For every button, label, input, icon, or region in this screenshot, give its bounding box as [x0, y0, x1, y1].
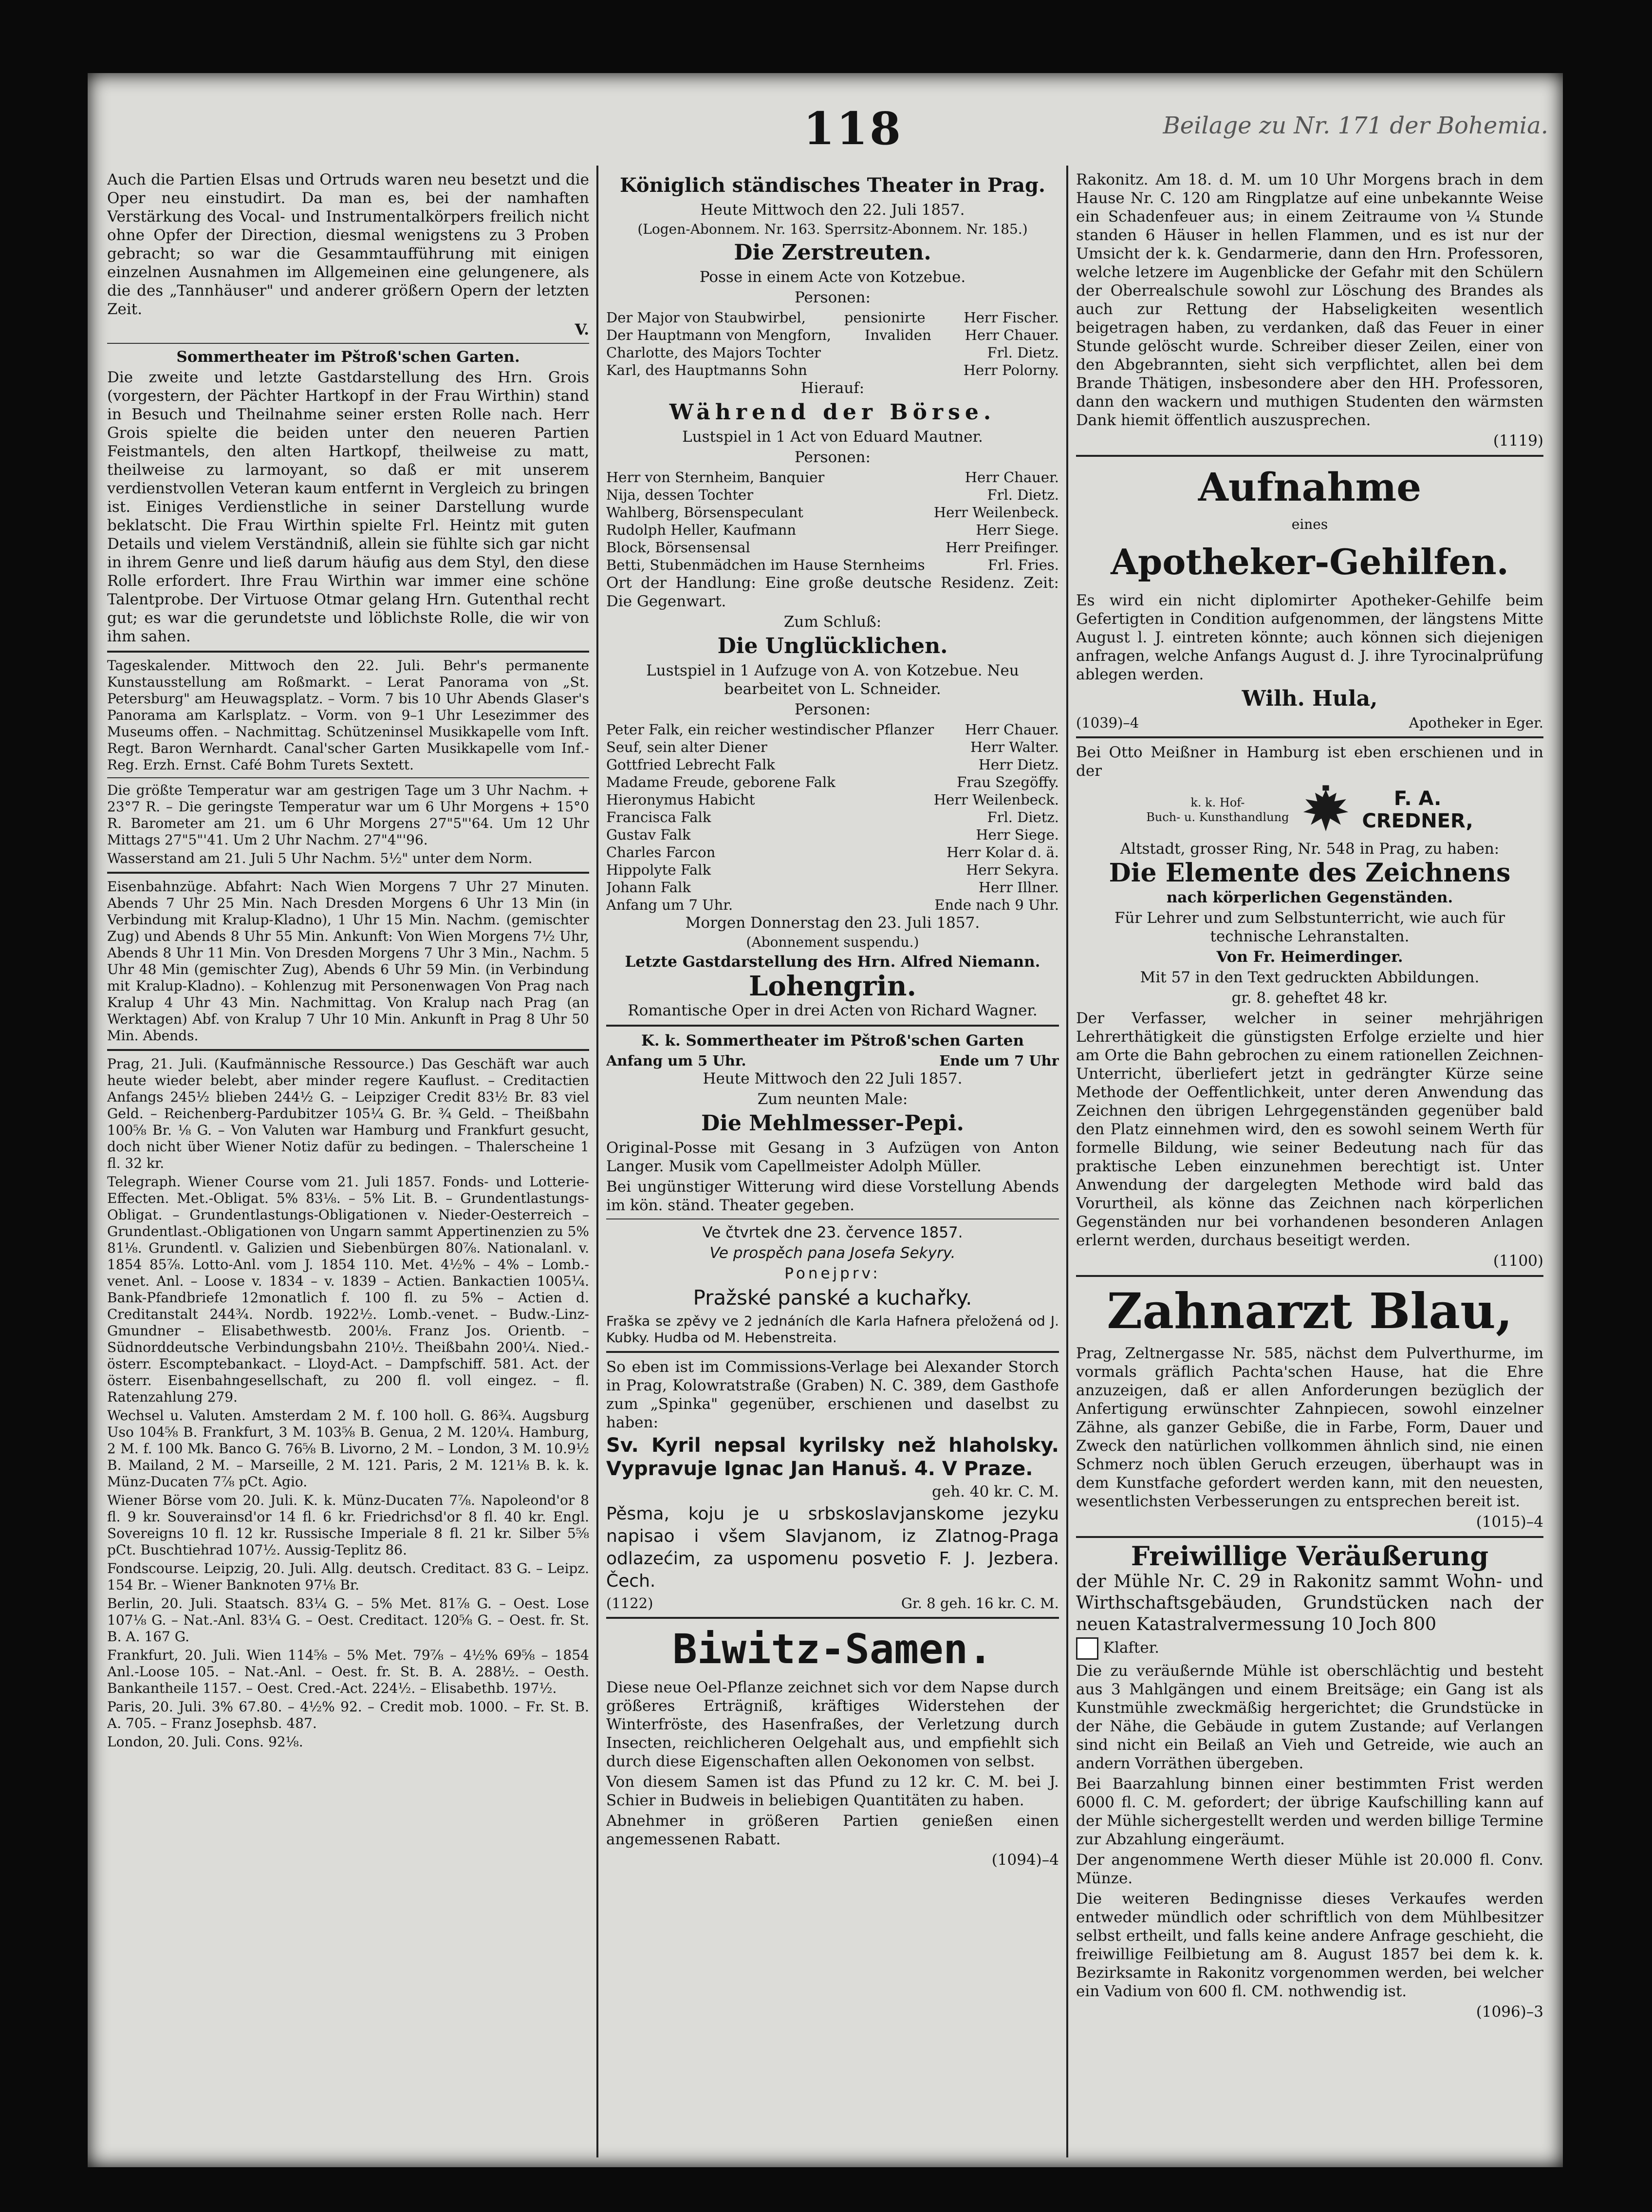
cast-heading: Personen:: [795, 449, 871, 466]
exchange-report: Wechsel u. Valuten. Amsterdam 2 M. f. 100 holl. G. 86¾. Augsburg Uso 104⅝ B. Frankfurt, 3 M. 103⅝ B. Genua, 2 M. 120¼. Hamburg, 2 M. f. 100 Mk. Banco G. 76⅝ B. Livorno, 2 M. – London, 3 M. 10.9½ B. Mailand, 2 M. – Marseille, 2 M. 121. Paris, 2 M. 121⅛ B. k. k. Münz-Ducaten 7⅞ pCt. Agio.: [107, 1407, 589, 1490]
divider: [606, 1025, 1059, 1027]
cast-row: [606, 469, 1059, 486]
play-title: Während der Börse.: [669, 400, 996, 425]
divider: [1076, 1275, 1543, 1277]
end-time: Ende um 7 Uhr: [939, 1052, 1059, 1069]
divider: [1076, 1536, 1543, 1538]
cast-row: [606, 504, 1059, 521]
start-time: Anfang um 7 Uhr.: [606, 897, 733, 913]
cast-role: Charlotte, des Majors Tochter: [606, 344, 821, 361]
exchange-report: Fondscourse. Leipzig, 20. Juli. Allg. deutsch. Creditact. 83 G. – Leipz. 154 Br. – Wiener Banknoten 97⅛ Br.: [107, 1560, 589, 1593]
cast-row: [606, 844, 1059, 861]
column-rule: [596, 166, 598, 2157]
fire-report: Rakonitz. Am 18. d. M. um 10 Uhr Morgens brach in dem Hause Nr. C. 120 am Ringplatze auf eine unbekannte Weise ein Schadenfeuer aus; in einem Zeitraume von ¼ Stunde standen 6 Häuser in hellen Flammen, und es ist nur der Umsicht der k. k. Gendarmerie, dann den Hrn. Professoren, welche letzere im Augenblicke der Gefahr mit den Schülern der Oberrealschule sowohl zur Löschung des Brandes als auch zur Rettung der Habseligkeiten wesentlich beigetragen haben, zu verdanken, daß das Feuer in einer Stunde gelöscht wurde. Schreiber dieser Zeilen, einer von den Abgebrannten, sieht sich verpflichtet, allen bei dem Brande Thätigen, insbesondere aber den HH. Professoren, dann den wackern und muthigen Studenten den wärmsten Dank hiemit öffentlich auszusprechen.: [1076, 171, 1543, 429]
exchange-report: Paris, 20. Juli. 3% 67.80. – 4½% 92. – Credit mob. 1000. – Fr. St. B. A. 705. – Franz Josephsb. 487.: [107, 1699, 589, 1731]
page-header: [88, 102, 1563, 175]
bookshop-header: [1076, 783, 1543, 837]
book-audience: Für Lehrer und zum Selbstunterricht, wie auch für technische Lehranstalten.: [1114, 909, 1505, 945]
sale-unit: Klafter.: [1103, 1639, 1159, 1657]
play-title: Die Zerstreuten.: [734, 240, 931, 265]
divider: [606, 1218, 1059, 1219]
cast-row: [606, 738, 1059, 756]
column-right: [1076, 170, 1543, 2157]
ad-id: (1100): [1493, 1252, 1543, 1270]
water-level: Wasserstand am 21. Juli 5 Uhr Nachm. 5½" unter dem Norm.: [107, 850, 533, 866]
book-author: Von Fr. Heimerdinger.: [1216, 948, 1403, 966]
exchange-report: Berlin, 20. Juli. Staatsch. 83¼ G. – 5% Met. 81⅞ G. – Oest. Lose 107⅛ G. – Nat.-Anl. 83¼ G. – Oest. Creditact. 120⅝ G. – Oest. fr. St. B. A. 167 G.: [107, 1595, 589, 1645]
bookshop-address: Altstadt, grosser Ring, Nr. 548 in Prag, zu haben:: [1120, 840, 1500, 858]
play-title: Die Unglücklichen.: [717, 634, 948, 658]
book-description: Der Verfasser, welcher in seiner mehrjährigen Lehrerthätigkeit die günstigsten Erfolge erzielte und hier am Orte die Bahn gebrochen zu einem rationellen Zeichnen-Unterricht, überliefert jetzt in gedrängter Kürze seine Methode der Oeffentlichkeit, unter deren Anwendung das Zeichnen den übrigen Lehrgegenständen gegenüber bald den Platz einnehmen wird, den es sowohl seinem Werth für formelle Bildung, wie seiner Bedeutung nach für das praktische Leben einzunehmen berechtigt ist. Unter Anwendung der dargelegten Methode wird bald das Vorurtheil, als könne das Zeichnen nach körperlichen Gegenständen nur bei vorhandenen besonderen Anlagen erlernt werden, durchaus beseitigt werden.: [1076, 1010, 1543, 1249]
seed-ad-discount: Abnehmer in größeren Partien genießen einen angemessenen Rabatt.: [606, 1812, 1059, 1848]
abonnement-note: (Logen-Abonnem. Nr. 163. Sperrsitz-Abonnem. Nr. 185.): [637, 221, 1028, 237]
bookshop-name: F. A. CREDNER,: [1362, 787, 1473, 832]
sale-unit-row: [1076, 1637, 1543, 1660]
seed-ad-text: Diese neue Oel-Pflanze zeichnet sich vor dem Napse durch größeres Erträgniß, kräftiges Widerstehen der Winterfröste, des Hasenfraßes, der Verletzung durch Insecten, reichlicheren Oelgehalt aus, und empfiehlt sich durch diese Eigenschaften allen Oekonomen von selbst.: [606, 1679, 1059, 1770]
divider: [1076, 736, 1543, 738]
publisher-note: Bei Otto Meißner in Hamburg ist eben erschienen und in der: [1076, 744, 1543, 780]
cast-role: Block, Börsensensal: [606, 539, 750, 556]
performance-date: Heute Mittwoch den 22 Juli 1857.: [703, 1070, 963, 1087]
cast-actor: Herr Fischer.: [964, 309, 1059, 326]
cast-role: Johann Falk: [606, 879, 691, 896]
exchange-report: London, 20. Juli. Cons. 92⅛.: [107, 1734, 303, 1750]
cast-actor: Herr Siege.: [976, 826, 1059, 843]
review-signature: V.: [575, 321, 589, 338]
cast-role: Seuf, sein alter Diener: [606, 739, 767, 755]
sale-lead: der Mühle Nr. C. 29 in Rakonitz sammt Wohn- und Wirthschaftsgebäuden, Grundstücken nach der neuen Katastralvermessung 10 Joch 800: [1076, 1572, 1543, 1634]
cast-role: Nija, dessen Tochter: [606, 487, 754, 503]
book-title: Sv. Kyril nepsal kyrilsky než hlaholsky. Vypravuje Ignac Jan Hanuš. 4. V Praze.: [606, 1434, 1059, 1480]
sale-text: Die zu veräußernde Mühle ist oberschlächtig und besteht aus 3 Mahlgängen und einem Breitsäge; ein Gang ist als Kunstmühle zweckmäßig hergerichtet; die Grundstücke in der Nähe, die Gebäude in gutem Zustande; auf Verlangen sind nicht ein Beilaß an Vieh und Getreide, wie auch an andern Vorräthen übergeben.: [1076, 1662, 1543, 1772]
ad-id: (1122): [606, 1595, 653, 1612]
page-number: 118: [803, 102, 903, 155]
book-price: gr. 8. geheftet 48 kr.: [1231, 989, 1388, 1007]
program-note: Hierauf:: [800, 379, 865, 397]
cast-actor: Herr Siege.: [976, 522, 1059, 538]
cast-role: Francisca Falk: [606, 809, 711, 825]
divider: [606, 1617, 1059, 1619]
setting-note: Ort der Handlung: Eine große deutsche Residenz. Zeit: Die Gegenwart.: [606, 574, 1059, 610]
play-subtitle: Original-Posse mit Gesang in 3 Aufzügen von Anton Langer. Musik vom Capellmeister Adolph Müller.: [606, 1139, 1059, 1175]
cast-role: Rudolph Heller, Kaufmann: [606, 522, 797, 538]
ad-connector: eines: [1291, 516, 1328, 532]
cast-role: Der Hauptmann von Mengforn,: [606, 327, 832, 343]
exchange-report: Frankfurt, 20. Juli. Wien 114⅝ – 5% Met. 79⅞ – 4½% 69⅝ – 1854 Anl.-Loose 105. – Nat.-Anl. – Oest. fr. St. B. A. 288½. – Oesth. Bankantheile 1157. – Oest. Cred.-Act. 224½. – Elisabethb. 197½.: [107, 1647, 589, 1696]
ad-id: (1119): [1493, 432, 1543, 450]
cast-role: Der Major von Staubwirbel,: [606, 309, 806, 326]
cast-list: [606, 469, 1059, 574]
cast-row: [606, 879, 1059, 896]
cast-row: [606, 861, 1059, 879]
cast-row: [606, 791, 1059, 808]
ad-id: (1015)–4: [1476, 1513, 1543, 1531]
end-time: Ende nach 9 Uhr.: [934, 897, 1059, 913]
cast-actor: Frl. Fries.: [987, 557, 1059, 573]
cast-row: [606, 721, 1059, 738]
cast-role: Karl, des Hauptmanns Sohn: [606, 362, 807, 378]
divider: [107, 777, 589, 778]
cast-row: [606, 826, 1059, 844]
book-title: Die Elemente des Zeichnens: [1109, 858, 1511, 888]
cast-actor: Frl. Dietz.: [987, 344, 1059, 361]
opera-review-text: Auch die Partien Elsas und Ortruds waren neu besetzt und die Oper neu einstudirt. Da man es, bei der namhaften Verstärkung des Vocal- und Instrumentalkörpers freilich nicht ohne Opfer der Direction, diesmal wenigstens zu 3 Proben gebracht; so war die Gesammtaufführung mit einigen einzelnen Ausnahmen im Allgemeinen eine gelungenere, als die des „Tannhäuser" und anderer größern Opern der letzten Zeit.: [107, 171, 589, 318]
book-title: Pěsma, koju je u srbskoslavjanskome jezyku napisao i všem Slavjanom, iz Zlatnog-Praga odlazećim, za uspomenu posvetio F. J. Jezbera. Čech.: [606, 1504, 1059, 1591]
cast-actor: Herr Polorny.: [963, 362, 1059, 378]
time-row: [606, 896, 1059, 914]
column-rule: [1066, 166, 1068, 2157]
dentist-text: Prag, Zeltnergasse Nr. 585, nächst dem Pulverthurme, im vormals gräflich Pachta'schen Hause, hat die Ehre anzuzeigen, daß er allen Anforderungen bezüglich der Anfertigung erwünschter Zahnpiecen, sowohl einzelner Zähne, als ganzer Gebiße, die in Farbe, Form, Dauer und Zweck den natürlichen vollkommen ähnlich sind, nie einen Schmerz noch üblen Geruch erzeugen, überhaupt was in dem Kunstfache gefordert werden kann, mit den neuesten, wesentlichsten Verbesserungen zu entsprechen bereit ist.: [1076, 1345, 1543, 1510]
cast-heading: Personen:: [795, 701, 871, 718]
sale-text: Die weiteren Bedingnisse dieses Verkaufes werden entweder mündlich oder schriftlich von dem Mühlbesitzer selbst ertheilt, und falls keine andere Anfrage geschieht, die freiwillige Feilbietung am 8. August 1857 bei dem k. k. Bezirksamte in Rakonitz vorgenommen werden, bei welcher ein Vadium von 600 fl. CM. nothwendig ist.: [1076, 1890, 1543, 2000]
cast-role: Invaliden: [865, 327, 931, 343]
day-calendar: Tageskalender. Mittwoch den 22. Juli. Behr's permanente Kunstausstellung am Roßmarkt. – Lerat Panorama von „St. Petersburg" am Heuwagsplatz. – Vorm. 7 bis 10 Uhr Abends Glaser's Panorama am Karlsplatz. – Vorm. von 9–1 Uhr Lesezimmer des Museums offen. – Nachmittag. Schützeninsel Musikkapelle vom Inft. Regt. Baron Wernhardt. Canal'scher Garten Musikkapelle vom Inf.-Reg. Erzh. Ernst. Café Bohm Turets Sextett.: [107, 657, 589, 773]
ad-headline: Aufnahme: [1198, 464, 1422, 510]
time-row: [606, 1052, 1059, 1069]
book-illustrations: Mit 57 in den Text gedruckten Abbildungen.: [1140, 969, 1480, 986]
advertiser-title: Apotheker in Eger.: [1409, 714, 1543, 731]
cast-role: Hippolyte Falk: [606, 862, 711, 878]
start-time: Anfang um 5 Uhr.: [606, 1052, 746, 1069]
cast-role: pensionirte: [844, 309, 926, 326]
czech-play-subtitle: Fraška se zpěvy ve 2 jednáních dle Karla Hafnera přeložená od J. Kubky. Hudba od M. Hebenstreita.: [606, 1313, 1059, 1346]
column-left: [107, 170, 589, 2157]
cast-row: [606, 539, 1059, 556]
cast-row: [606, 361, 1059, 379]
divider: [107, 651, 589, 653]
cast-role: Gustav Falk: [606, 826, 691, 843]
book-price: Gr. 8 geh. 16 kr. C. M.: [901, 1595, 1059, 1612]
cast-actor: Herr Chauer.: [965, 327, 1059, 343]
divider: [1076, 455, 1543, 457]
opera-subtitle: Romantische Oper in drei Acten von Richard Wagner.: [628, 1002, 1038, 1019]
cast-heading: Personen:: [795, 289, 871, 306]
cast-row: [606, 773, 1059, 791]
theater-title: Königlich ständisches Theater in Prag.: [620, 174, 1045, 197]
summer-theater-title: K. k. Sommertheater im Pštroß'schen Garten: [641, 1032, 1024, 1050]
seed-ad-title: Biwitz-Samen.: [672, 1625, 993, 1673]
cast-row: [606, 556, 1059, 574]
cast-actor: Herr Dietz.: [978, 756, 1059, 773]
column-middle: [606, 170, 1059, 2157]
cast-role: Peter Falk, ein reicher westindischer Pflanzer: [606, 721, 934, 738]
ad-id: (1094)–4: [991, 1851, 1059, 1869]
cast-actor: Herr Preifinger.: [946, 539, 1059, 556]
cast-list: [606, 721, 1059, 896]
czech-benefit: Ve prospěch pana Josefa Sekyry.: [709, 1244, 956, 1262]
section-heading: Sommertheater im Pštroß'schen Garten.: [176, 348, 520, 366]
checkbox-icon: [1076, 1637, 1098, 1660]
sale-text: Bei Baarzahlung binnen einer bestimmten Frist werden 6000 fl. C. M. gefordert; der übrige Kaufschilling kann auf der Mühle sichergestellt werden und werden billige Termine zur Abzahlung eingeräumt.: [1076, 1775, 1543, 1848]
divider: [107, 343, 589, 344]
exchange-report: Prag, 21. Juli. (Kaufmännische Ressource.) Das Geschäft war auch heute wieder belebt, aber minder regere Kauflust. – Creditactien Anfangs 245½ blieben 244½ G. – Leipziger Credit 83½ Br. 83 viel Geld. – Reichenberg-Pardubitzer 105¼ G. Br. ¾ Geld. – Theißbahn 100⅝ Br. ⅛ G. – Von Valuten war Hamburg und Frankfurt gesucht, doch nicht über Wiener Notiz dafür zu bedingen. – Thalerscheine 1 fl. 32 kr.: [107, 1056, 589, 1171]
cast-row: [606, 326, 1059, 344]
play-title: Die Mehlmesser-Pepi.: [701, 1111, 964, 1136]
dentist-headline: Zahnarzt Blau,: [1107, 1282, 1513, 1340]
temperature-report: Die größte Temperatur war am gestrigen Tage um 3 Uhr Nachm. + 23°7 R. – Die geringste Temperatur war um 6 Uhr Morgens + 15°0 R. Barometer am 21. um 6 Uhr Morgens 27"5"'64. Um 12 Uhr Mittags 27"5"'41. Um 2 Uhr Nachm. 27"4"'96.: [107, 782, 589, 848]
cast-row: [606, 521, 1059, 539]
imperial-eagle-icon: [1299, 783, 1353, 837]
exchange-report: Telegraph. Wiener Course vom 21. Juli 1857. Fonds- und Lotterie-Effecten. Met.-Obligat. 5% 83⅛. – 5% Lit. B. – Grundentlastungs-Obligat. – Grundentlastungs-Obligationen v. Nieder-Oesterreich – Grundentlast.-Obligationen von Ungarn sammt Appertinenzien zu 5% 81⅛. Grundentl. v. Galizien und Siebenbürgen 80⅞. Nationalanl. v. 1854 85⅞. Lotto-Anl. vom J. 1854 110. Met. 4½% – 4% – Lomb.-venet. Anl. – Loose v. 1834 – v. 1839 – Actien. Bankactien 1005¼. Bank-Pfandbriefe 12monatlich f. 100 fl. zu 5% – Actien d. Creditanstalt 244¾. Nordb. 1922½. Lomb.-venet. – Budw.-Linz-Gmundner – Elisabethwestb. 200⅛. Franz Jos. Orientb. – Südnorddeutsche Verbindungsbahn 210½. Theißbahn 200¼. Nied.-österr. Escomptebankact. – Lloyd-Act. – Dampfschiff. 581. Act. der österr. Eisenbahngesellschaft, zu 200 fl. voll eingez. – fl. Ratenzahlung 279.: [107, 1174, 589, 1405]
sale-text: Der angenommene Werth dieser Mühle ist 20.000 fl. Conv. Münze.: [1076, 1851, 1543, 1887]
cast-row: [606, 486, 1059, 504]
bookshop-label: k. k. Hof- Buch- u. Kunsthandlung: [1146, 796, 1289, 824]
price-row: [606, 1594, 1059, 1612]
play-subtitle: Lustspiel in 1 Aufzuge von A. von Kotzebue. Neu bearbeitet von L. Schneider.: [646, 662, 1019, 698]
cast-actor: Frau Szegöffy.: [957, 774, 1059, 790]
cast-actor: Herr Walter.: [970, 739, 1059, 755]
theater-review-text: Die zweite und letzte Gastdarstellung des Hrn. Grois (vorgestern, der Pächter Hartkopf in der Frau Wirthin) stand in Besuch und Theilnahme seiner ersten Rolle nach. Herr Grois spielte die beiden unter den neueren Partien Feistmantels, den alten Hartkopf, theilweise zu matt, theilweise zu larmoyant, so daß er mit unserem verdienstvollen Veteran kaum entfernt in Vergleich zu bringen ist. Einiges Verdienstliche in seiner Darstellung wurde beklatscht. Die Frau Wirthin spielte Frl. Heintz mit guten Details und vielem Verständniß, allein sie fühlte sich gar nicht in ihrem Genre und ließ darum häufig aus dem Styl, den diese Rolle erfordert. Ihre Frau Wirthin war immer eine schöne Talentprobe. Der Virtuose Otmar gelang Hrn. Gutenthal recht gut; es war die gerundetste und löblichste Rolle, die wir von ihm sahen.: [107, 369, 589, 645]
program-note: Zum neunten Male:: [757, 1090, 908, 1108]
cast-role: Charles Farcon: [606, 844, 716, 861]
cast-actor: Frl. Dietz.: [987, 487, 1059, 503]
ad-footer-row: [1076, 714, 1543, 731]
divider: [107, 872, 589, 874]
play-subtitle: Lustspiel in 1 Act von Eduard Mautner.: [682, 428, 983, 446]
performance-date: Heute Mittwoch den 22. Juli 1857.: [700, 201, 965, 219]
cast-actor: Herr Kolar d. ä.: [947, 844, 1059, 861]
ad-id: (1096)–3: [1476, 2003, 1543, 2021]
publisher-ad: So eben ist im Commissions-Verlage bei Alexander Storch in Prag, Kolowratstraße (Graben) N. C. 389, dem Gasthofe zum „Spinka" gegenüber, erschienen und daselbst zu haben:: [606, 1358, 1059, 1431]
cast-actor: Herr Chauer.: [965, 469, 1059, 486]
cast-row: [606, 808, 1059, 826]
next-performance-date: Morgen Donnerstag den 23. Juli 1857.: [685, 914, 980, 932]
cast-role: Gottfried Lebrecht Falk: [606, 756, 775, 773]
sale-headline: Freiwillige Veräußerung: [1131, 1540, 1489, 1572]
divider: [107, 1049, 589, 1051]
ad-id: (1039)–4: [1076, 714, 1139, 731]
book-price: geh. 40 kr. C. M.: [932, 1483, 1059, 1500]
program-note: Zum Schluß:: [783, 613, 882, 631]
cast-actor: Herr Illner.: [978, 879, 1059, 896]
opera-title: Lohengrin.: [749, 970, 916, 1002]
supplement-label: Beilage zu Nr. 171 der Bohemia.: [1163, 112, 1548, 139]
czech-note: Ponejprv:: [784, 1265, 881, 1282]
book-subtitle: nach körperlichen Gegenständen.: [1166, 889, 1453, 906]
guest-note: Letzte Gastdarstellung des Hrn. Alfred Niemann.: [625, 953, 1040, 971]
exchange-report: Wiener Börse vom 20. Juli. K. k. Münz-Ducaten 7⅞. Napoleond'or 8 fl. 9 kr. Souverainsd'or 14 fl. 6 kr. Friedrichsd'or 8 fl. 40 kr. Engl. Sovereigns 10 fl. 12 kr. Russische Imperiale 8 fl. 21 kr. Silber 5⅝ pCt. Buschtiehrad 107½. Aussig-Teplitz 86.: [107, 1492, 589, 1558]
ad-headline: Apotheker-Gehilfen.: [1111, 541, 1509, 582]
abonnement-note: (Abonnement suspendu.): [746, 934, 919, 950]
weather-note: Bei ungünstiger Witterung wird diese Vorstellung Abends im kön. ständ. Theater gegeben.: [606, 1178, 1059, 1214]
cast-actor: Herr Weilenbeck.: [933, 504, 1059, 521]
advertiser-name: Wilh. Hula,: [1242, 686, 1378, 711]
cast-actor: Herr Weilenbeck.: [933, 791, 1059, 808]
cast-role: Herr von Sternheim, Banquier: [606, 469, 825, 486]
cast-role: Hieronymus Habicht: [606, 791, 755, 808]
seed-ad-price: Von diesem Samen ist das Pfund zu 12 kr. C. M. bei J. Schier in Budweis in beliebigen Quantitäten zu haben.: [606, 1773, 1059, 1809]
play-subtitle: Posse in einem Acte von Kotzebue.: [699, 268, 966, 286]
cast-list: [606, 309, 1059, 379]
czech-date: Ve čtvrtek dne 23. července 1857.: [702, 1224, 963, 1241]
cast-row: [606, 756, 1059, 773]
cast-row: [606, 344, 1059, 361]
cast-actor: Frl. Dietz.: [987, 809, 1059, 825]
ad-text: Es wird ein nicht diplomirter Apotheker-Gehilfe beim Gefertigten in Condition aufgenommen, der längstens Mitte August l. J. eintreten könnte; auch können sich diejenigen anfragen, welche Anfangs August d. J. ihre Tyrocinalprüfung ablegen werden.: [1076, 592, 1543, 683]
cast-row: [606, 309, 1059, 326]
cast-role: Madame Freude, geborene Falk: [606, 774, 835, 790]
czech-play-title: Pražské panské a kuchařky.: [693, 1286, 972, 1310]
newspaper-page: [88, 73, 1563, 2167]
cast-actor: Herr Sekyra.: [966, 862, 1059, 878]
railway-timetable: Eisenbahnzüge. Abfahrt: Nach Wien Morgens 7 Uhr 27 Minuten. Abends 7 Uhr 25 Min. Nach Dresden Morgens 6 Uhr 13 Min (in Verbindung mit Kralup-Kladno), 1 Uhr 15 Min. Nachm. (gemischter Zug) und Abends 8 Uhr 55 Min. Ankunft: Von Wien Morgens 7½ Uhr, Abends 8 Uhr 11 Min. Von Dresden Morgens 7 Uhr 3 Min., Nachm. 5 Uhr 48 Min (gemischter Zug), Abends 6 Uhr 59 Min. (in Verbindung mit Kralup-Kladno). – Kohlenzug mit Personenwagen Von Prag nach Kralup 4 Uhr 43 Min. Nachmittag. Von Kralup nach Prag (an Werktagen) Abf. von Kralup 7 Uhr 10 Min. Ankunft in Prag 8 Uhr 50 Min. Abends.: [107, 879, 589, 1044]
cast-actor: Herr Chauer.: [965, 721, 1059, 738]
divider: [606, 1351, 1059, 1353]
cast-role: Betti, Stubenmädchen im Hause Sternheims: [606, 557, 925, 573]
cast-role: Wahlberg, Börsenspeculant: [606, 504, 803, 521]
